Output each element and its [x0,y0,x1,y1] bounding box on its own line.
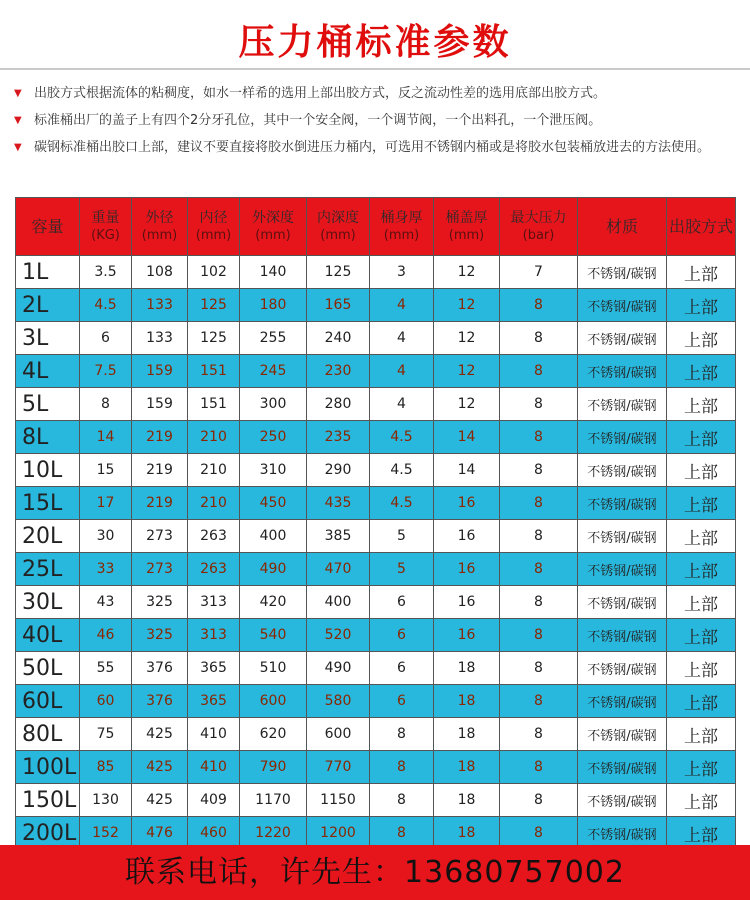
title-area [0,0,750,70]
table-cell: 8 [500,685,578,718]
table-cell: 15 [80,454,132,487]
table-cell: 310 [240,454,307,487]
table-cell: 8 [500,388,578,421]
column-header-label: 内深度 [317,209,359,226]
table-body [16,256,736,850]
table-cell: 151 [188,355,240,388]
contact-footer: 联系电话，许先生：13680757002 [0,845,750,900]
table-cell: 425 [132,751,188,784]
column-header-label: 外深度 [252,209,294,226]
table-cell: 290 [307,454,370,487]
table-cell: 150L [16,784,80,817]
table-cell: 1L [16,256,80,289]
note-text: 标准桶出厂的盖子上有四个2分牙孔位，其中一个安全阀，一个调节阀，一个出料孔，一个泄压阀。 [34,113,602,128]
table-cell: 30L [16,586,80,619]
table-cell: 18 [434,652,500,685]
table-cell: 102 [188,256,240,289]
table-cell: 4.5 [370,421,434,454]
column-header-label: 材质 [605,217,638,236]
table-cell: 4 [370,355,434,388]
column-header-label: 最大压力 [510,209,567,226]
column-header [16,198,80,256]
table-cell: 4.5 [80,289,132,322]
table-cell: 14 [434,421,500,454]
table-cell: 12 [434,388,500,421]
table-cell: 8 [370,718,434,751]
table-cell: 4.5 [370,454,434,487]
page-title: 压力桶标准参数 [238,22,512,63]
table-row [16,652,736,685]
table-cell: 上部 [667,685,736,718]
table-cell: 不锈钢/碳钢 [578,685,667,718]
table-row [16,553,736,586]
table-cell: 8 [500,322,578,355]
table-cell: 8 [500,520,578,553]
table-cell: 8 [370,784,434,817]
table-cell: 40L [16,619,80,652]
table-cell: 4 [370,289,434,322]
table-cell: 152 [80,817,132,850]
table-cell: 125 [188,289,240,322]
table-cell: 上部 [667,586,736,619]
table-cell: 325 [132,586,188,619]
column-header-unit: (mm) [448,227,485,243]
table-cell: 上部 [667,553,736,586]
table-cell: 450 [240,487,307,520]
table-cell: 8 [500,718,578,751]
table-cell: 18 [434,685,500,718]
table-cell: 17 [80,487,132,520]
table-cell: 不锈钢/碳钢 [578,718,667,751]
table-cell: 6 [80,322,132,355]
table-cell: 16 [434,487,500,520]
table-row [16,751,736,784]
column-header-label: 外径 [145,209,174,226]
table-cell: 235 [307,421,370,454]
column-header-unit: (mm) [195,227,232,243]
table-cell: 165 [307,289,370,322]
table-cell: 376 [132,652,188,685]
table-row [16,619,736,652]
table-cell: 200L [16,817,80,850]
column-header [188,198,240,256]
table-row [16,784,736,817]
table-cell: 上部 [667,454,736,487]
table-cell: 18 [434,784,500,817]
column-header [80,198,132,256]
table-cell: 8 [370,817,434,850]
table-cell: 273 [132,520,188,553]
table-cell: 8 [370,751,434,784]
table-cell: 18 [434,817,500,850]
table-cell: 1200 [307,817,370,850]
table-cell: 25L [16,553,80,586]
table-cell: 4L [16,355,80,388]
table-cell: 1220 [240,817,307,850]
table-cell: 460 [188,817,240,850]
table-cell: 50L [16,652,80,685]
table-cell: 8 [500,817,578,850]
table-cell: 16 [434,553,500,586]
table-cell: 385 [307,520,370,553]
table-cell: 210 [188,454,240,487]
table-cell: 3L [16,322,80,355]
table-cell: 6 [370,652,434,685]
table-cell: 75 [80,718,132,751]
title-divider [0,68,750,70]
table-row [16,388,736,421]
table-cell: 43 [80,586,132,619]
table-cell: 790 [240,751,307,784]
table-cell: 16 [434,586,500,619]
table-cell: 409 [188,784,240,817]
table-cell: 250 [240,421,307,454]
column-header [434,198,500,256]
table-cell: 2L [16,289,80,322]
table-row [16,487,736,520]
column-header-unit: (mm) [383,227,420,243]
column-header-unit: (KG) [91,227,120,243]
table-cell: 1170 [240,784,307,817]
table-cell: 7 [500,256,578,289]
table-cell: 5 [370,520,434,553]
column-header [132,198,188,256]
table-cell: 520 [307,619,370,652]
table-cell: 240 [307,322,370,355]
table-cell: 上部 [667,619,736,652]
table-cell: 不锈钢/碳钢 [578,586,667,619]
table-cell: 159 [132,388,188,421]
table-cell: 130 [80,784,132,817]
table-cell: 上部 [667,487,736,520]
table-cell: 不锈钢/碳钢 [578,256,667,289]
column-header-label: 容量 [31,217,64,236]
table-cell: 133 [132,322,188,355]
table-cell: 325 [132,619,188,652]
table-cell: 8 [500,355,578,388]
triangle-bullet-icon: ▼ [14,88,22,99]
table-cell: 263 [188,553,240,586]
table-cell: 125 [188,322,240,355]
note-item [14,138,736,158]
table-cell: 上部 [667,322,736,355]
table-cell: 3 [370,256,434,289]
table-cell: 60L [16,685,80,718]
table-cell: 不锈钢/碳钢 [578,751,667,784]
table-cell: 263 [188,520,240,553]
column-header [240,198,307,256]
triangle-bullet-icon: ▼ [14,142,22,153]
table-cell: 不锈钢/碳钢 [578,454,667,487]
column-header-unit: (bar) [522,227,555,243]
table-cell: 476 [132,817,188,850]
table-cell: 上部 [667,652,736,685]
table-cell: 600 [307,718,370,751]
table-cell: 425 [132,784,188,817]
table-cell: 151 [188,388,240,421]
table-cell: 400 [307,586,370,619]
table-cell: 不锈钢/碳钢 [578,520,667,553]
note-text: 出胶方式根据流体的粘稠度，如水一样希的选用上部出胶方式，反之流动性差的选用底部出胶方式。 [34,86,607,101]
table-cell: 490 [307,652,370,685]
table-cell: 18 [434,718,500,751]
table-cell: 425 [132,718,188,751]
triangle-bullet-icon: ▼ [14,115,22,126]
table-cell: 400 [240,520,307,553]
column-header [307,198,370,256]
table-cell: 上部 [667,355,736,388]
table-row [16,685,736,718]
table-row [16,421,736,454]
parameter-table [15,197,736,850]
table-cell: 5L [16,388,80,421]
table-cell: 6 [370,586,434,619]
table-cell: 8 [500,784,578,817]
table-cell: 273 [132,553,188,586]
table-cell: 55 [80,652,132,685]
column-header [667,198,736,256]
table-cell: 不锈钢/碳钢 [578,784,667,817]
table-cell: 300 [240,388,307,421]
table-cell: 133 [132,289,188,322]
table-cell: 600 [240,685,307,718]
table-cell: 60 [80,685,132,718]
table-cell: 8L [16,421,80,454]
table-cell: 410 [188,751,240,784]
table-cell: 不锈钢/碳钢 [578,619,667,652]
table-cell: 14 [80,421,132,454]
table-header-row [16,198,736,256]
table-row [16,289,736,322]
notes-list [14,84,736,165]
note-item [14,111,736,131]
table-cell: 6 [370,619,434,652]
table-cell: 不锈钢/碳钢 [578,487,667,520]
table-cell: 上部 [667,817,736,850]
table-cell: 12 [434,355,500,388]
table-cell: 159 [132,355,188,388]
column-header-label: 重量 [91,209,120,226]
table-cell: 上部 [667,784,736,817]
table-cell: 376 [132,685,188,718]
table-cell: 470 [307,553,370,586]
table-cell: 125 [307,256,370,289]
table-cell: 12 [434,322,500,355]
table-cell: 280 [307,388,370,421]
table-cell: 3.5 [80,256,132,289]
table-cell: 上部 [667,256,736,289]
table-cell: 313 [188,619,240,652]
table-cell: 上部 [667,388,736,421]
table-cell: 6 [370,685,434,718]
table-cell: 8 [500,421,578,454]
table-cell: 8 [500,454,578,487]
table-cell: 上部 [667,421,736,454]
table-cell: 不锈钢/碳钢 [578,817,667,850]
column-header [578,198,667,256]
table-cell: 8 [500,487,578,520]
column-header [370,198,434,256]
table-cell: 4 [370,388,434,421]
table-cell: 10L [16,454,80,487]
table-cell: 108 [132,256,188,289]
table-cell: 上部 [667,289,736,322]
table-cell: 435 [307,487,370,520]
table-cell: 1150 [307,784,370,817]
column-header [500,198,578,256]
table-cell: 不锈钢/碳钢 [578,322,667,355]
table-cell: 上部 [667,520,736,553]
table-cell: 410 [188,718,240,751]
column-header-unit: (mm) [141,227,178,243]
column-header-label: 内径 [199,209,228,226]
table-cell: 上部 [667,718,736,751]
table-cell: 5 [370,553,434,586]
table-cell: 540 [240,619,307,652]
table-cell: 20L [16,520,80,553]
table-cell: 420 [240,586,307,619]
table-cell: 30 [80,520,132,553]
table-cell: 230 [307,355,370,388]
table-cell: 18 [434,751,500,784]
table-cell: 510 [240,652,307,685]
table-cell: 33 [80,553,132,586]
table-cell: 8 [80,388,132,421]
column-header-unit: (mm) [320,227,356,243]
table-cell: 4 [370,322,434,355]
table-row [16,586,736,619]
table-row [16,718,736,751]
table-cell: 不锈钢/碳钢 [578,388,667,421]
note-item [14,84,736,104]
table-cell: 180 [240,289,307,322]
table-cell: 219 [132,487,188,520]
table-cell: 不锈钢/碳钢 [578,289,667,322]
table-cell: 15L [16,487,80,520]
table-cell: 245 [240,355,307,388]
table-row [16,520,736,553]
table-cell: 12 [434,289,500,322]
table-cell: 8 [500,586,578,619]
table-cell: 46 [80,619,132,652]
table-cell: 8 [500,553,578,586]
table-row [16,454,736,487]
table-cell: 8 [500,289,578,322]
table-cell: 219 [132,454,188,487]
table-cell: 365 [188,685,240,718]
note-text: 碳钢标准桶出胶口上部，建议不要直接将胶水倒进压力桶内，可选用不锈钢内桶或是将胶水包装桶放进去的方法使用。 [34,140,711,155]
table-cell: 210 [188,421,240,454]
column-header-unit: (mm) [255,227,291,243]
table-cell: 7.5 [80,355,132,388]
table-cell: 14 [434,454,500,487]
table-row [16,256,736,289]
table-cell: 255 [240,322,307,355]
table-cell: 12 [434,256,500,289]
table-cell: 219 [132,421,188,454]
table-cell: 210 [188,487,240,520]
table-cell: 580 [307,685,370,718]
table-cell: 16 [434,619,500,652]
table-cell: 770 [307,751,370,784]
table-cell: 85 [80,751,132,784]
table-cell: 8 [500,751,578,784]
table-cell: 上部 [667,751,736,784]
table-cell: 140 [240,256,307,289]
table-cell: 不锈钢/碳钢 [578,355,667,388]
table-cell: 不锈钢/碳钢 [578,652,667,685]
table-cell: 490 [240,553,307,586]
table-cell: 不锈钢/碳钢 [578,421,667,454]
table-cell: 不锈钢/碳钢 [578,553,667,586]
table-cell: 8 [500,652,578,685]
table-cell: 100L [16,751,80,784]
column-header-label: 桶身厚 [380,209,423,226]
table-row [16,355,736,388]
table-cell: 620 [240,718,307,751]
table-row [16,322,736,355]
table-cell: 8 [500,619,578,652]
column-header-label: 桶盖厚 [445,209,488,226]
table-cell: 365 [188,652,240,685]
table-cell: 313 [188,586,240,619]
table-cell: 80L [16,718,80,751]
table-cell: 4.5 [370,487,434,520]
column-header-label: 出胶方式 [668,217,733,236]
table-cell: 16 [434,520,500,553]
